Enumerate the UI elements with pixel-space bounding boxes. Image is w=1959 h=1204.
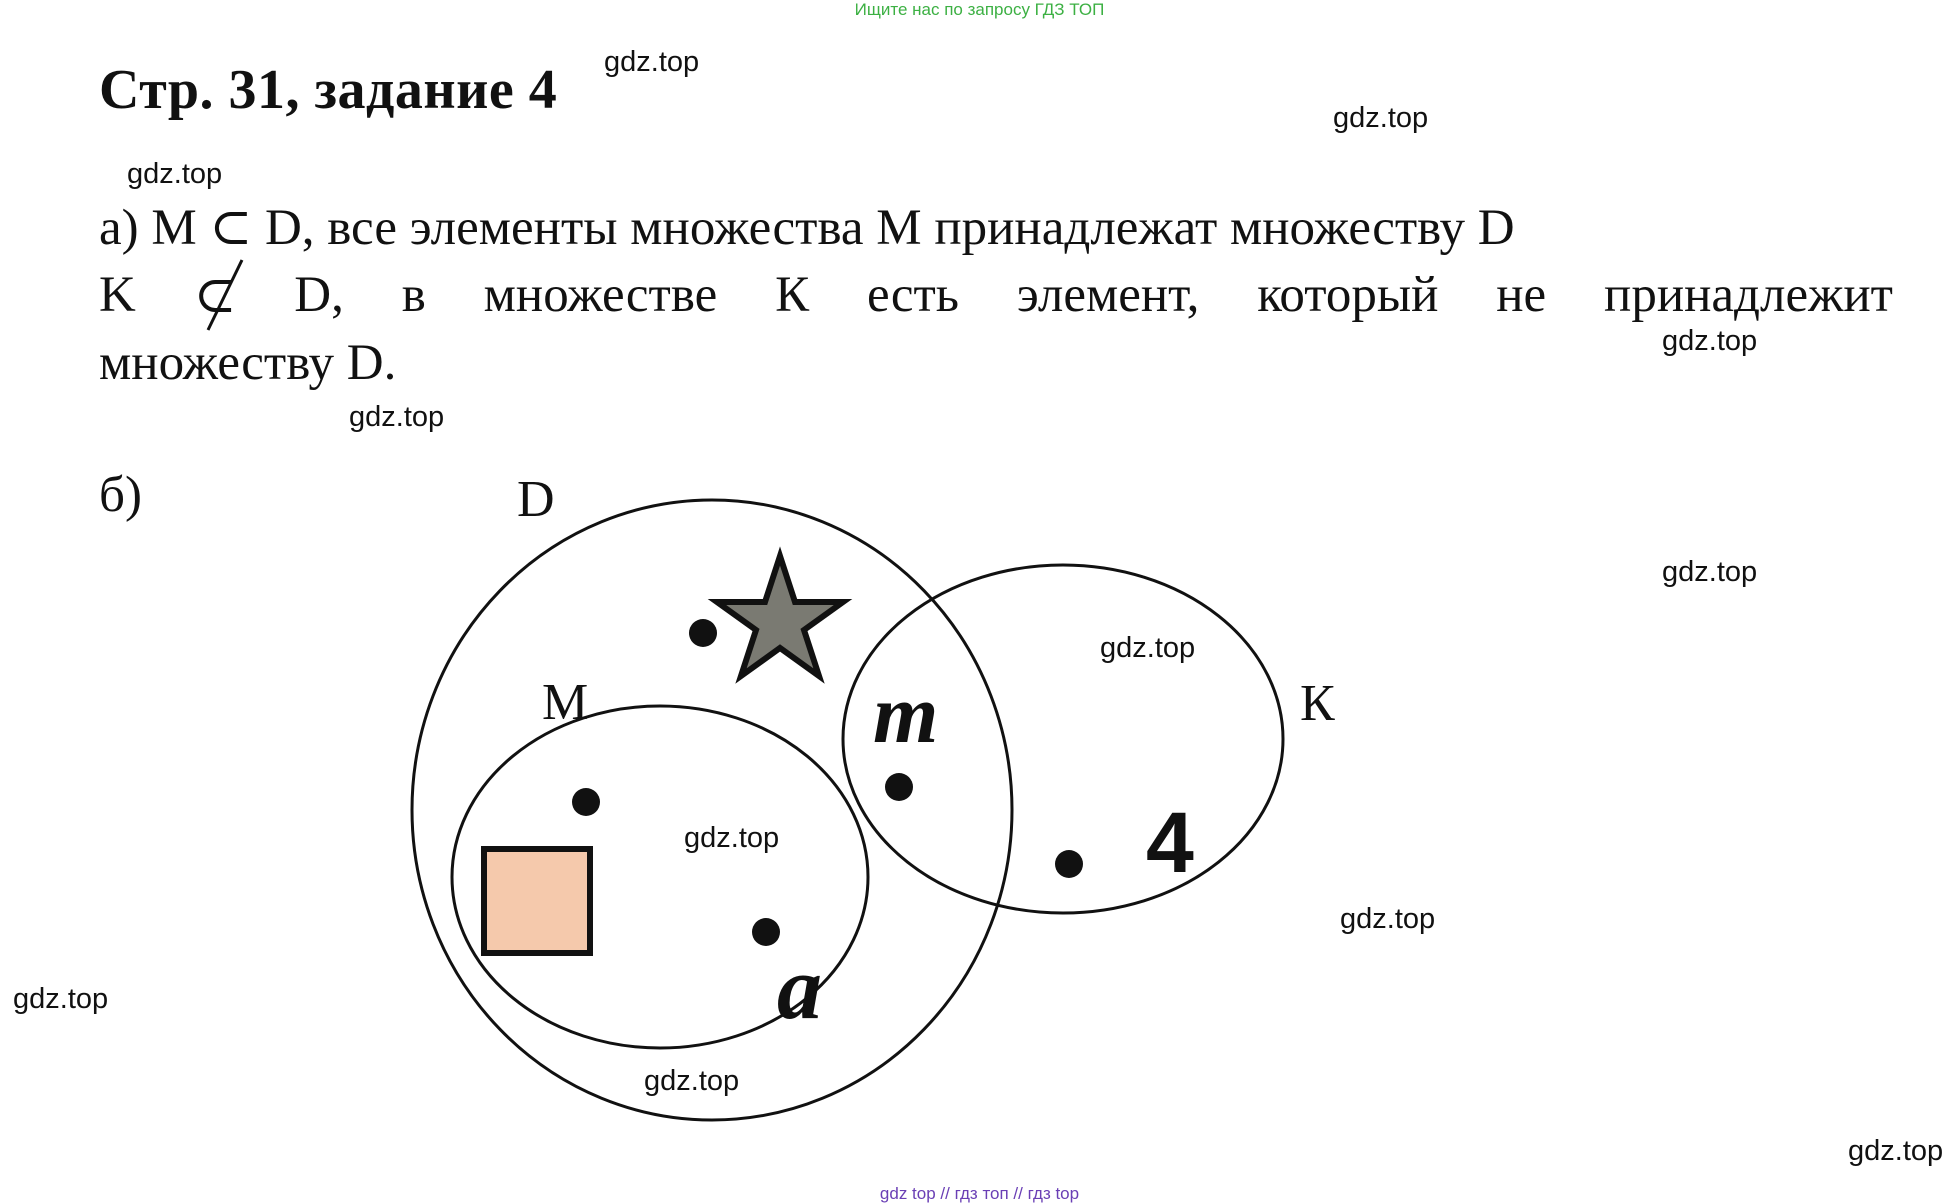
word: принадлежит xyxy=(1604,267,1893,323)
watermark: gdz.top xyxy=(684,822,780,854)
watermark: gdz.top xyxy=(1333,102,1429,134)
square-icon xyxy=(484,849,590,953)
watermark: gdz.top xyxy=(1340,903,1436,935)
watermark: gdz.top xyxy=(1662,325,1758,357)
word: который xyxy=(1257,267,1439,323)
word: K xyxy=(99,267,136,323)
footer-links: gdz top // гдз топ // гдз top xyxy=(879,1184,1080,1203)
word: множестве xyxy=(483,267,718,323)
element-dot xyxy=(752,918,780,946)
watermark: gdz.top xyxy=(1662,556,1758,588)
element-dot xyxy=(1055,850,1083,878)
watermark: gdz.top xyxy=(604,46,700,78)
element-4-label: 4 xyxy=(1146,795,1194,891)
part-a-line-3: множеству D. xyxy=(99,335,397,391)
word: в xyxy=(401,267,426,323)
star-icon xyxy=(717,556,843,676)
word: не xyxy=(1496,267,1547,323)
element-dot xyxy=(689,619,717,647)
part-b-label: б) xyxy=(99,467,142,523)
word: К xyxy=(775,267,810,323)
set-K-label: К xyxy=(1300,675,1335,732)
watermark: gdz.top xyxy=(13,983,109,1015)
watermark: gdz.top xyxy=(644,1065,740,1097)
element-m-label: m xyxy=(873,668,939,761)
set-D-label: D xyxy=(517,471,555,528)
element-a-label: a xyxy=(777,939,822,1038)
element-dot xyxy=(885,773,913,801)
watermark: gdz.top xyxy=(1100,632,1196,664)
watermark: gdz.top xyxy=(349,401,445,433)
page-title: Стр. 31, задание 4 xyxy=(99,59,558,121)
watermark: gdz.top xyxy=(1848,1135,1944,1167)
part-a-line-1: а) M ⊂ D, все элементы множества M принадлежат множеству D xyxy=(99,200,1515,256)
search-banner: Ищите нас по запросу ГДЗ ТОП xyxy=(854,0,1105,19)
word: есть xyxy=(866,267,960,323)
word: D, xyxy=(294,267,344,323)
watermark: gdz.top xyxy=(127,158,223,190)
not-subset-symbol: ⊂ xyxy=(194,266,237,325)
word: элемент, xyxy=(1016,267,1200,323)
set-M-label: M xyxy=(542,674,589,731)
set-D-ellipse xyxy=(412,500,1012,1120)
element-dot xyxy=(572,788,600,816)
